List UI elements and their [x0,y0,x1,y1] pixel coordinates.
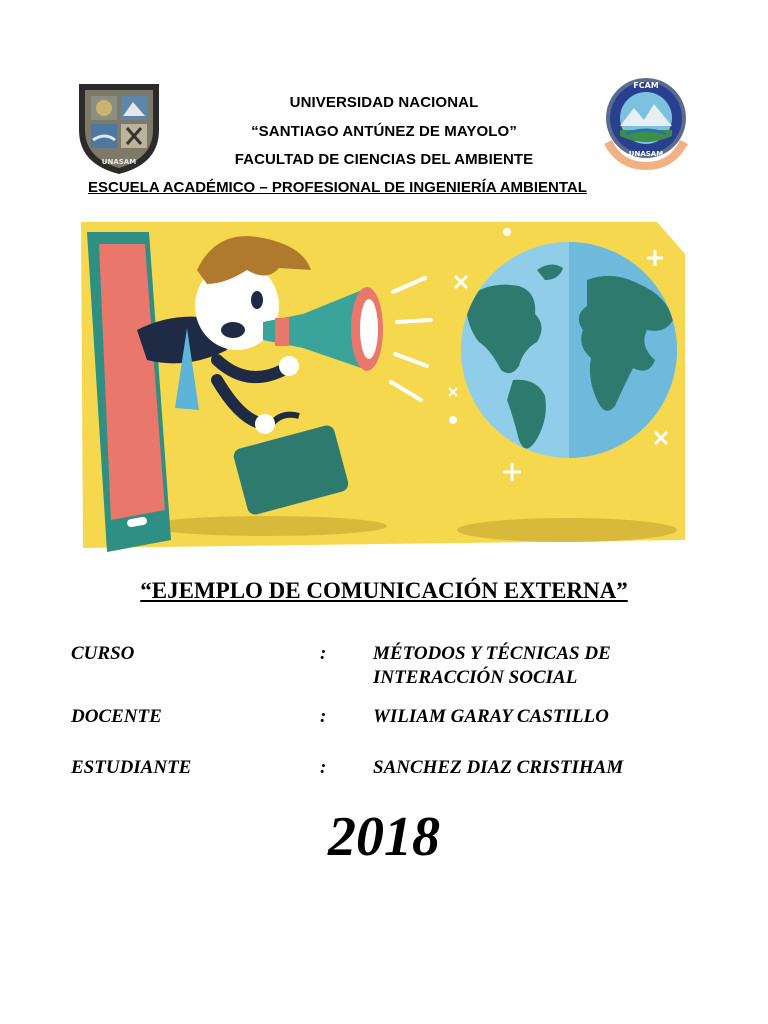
student-label: ESTUDIANTE [71,757,192,778]
right-logo-bottom-text: UNASAM [628,150,664,158]
teacher-separator: : [320,706,327,727]
communication-illustration [67,210,695,562]
year: 2018 [328,806,440,868]
course-value-line1: MÉTODOS Y TÉCNICAS DE [373,643,611,664]
student-value: SANCHEZ DIAZ CRISTIHAM [373,757,624,778]
left-logo-text: UNASAM [101,158,137,166]
course-separator: : [320,643,327,664]
course-label: CURSO [71,643,135,664]
right-logo-top-text: FCAM [633,81,659,90]
university-name: UNIVERSIDAD NACIONAL [289,94,479,111]
school-name: ESCUELA ACADÉMICO – PROFESIONAL DE INGENIERÍA AMBIENTAL [88,179,587,196]
teacher-value: WILIAM GARAY CASTILLO [373,706,609,727]
course-value-line2: INTERACCIÓN SOCIAL [373,667,578,688]
student-separator: : [320,757,327,778]
document-title: “EJEMPLO DE COMUNICACIÓN EXTERNA” [140,578,628,603]
teacher-label: DOCENTE [71,706,162,727]
faculty-name: FACULTAD DE CIENCIAS DEL AMBIENTE [234,151,534,168]
university-subtitle: “SANTIAGO ANTÚNEZ DE MAYOLO” [251,123,517,140]
